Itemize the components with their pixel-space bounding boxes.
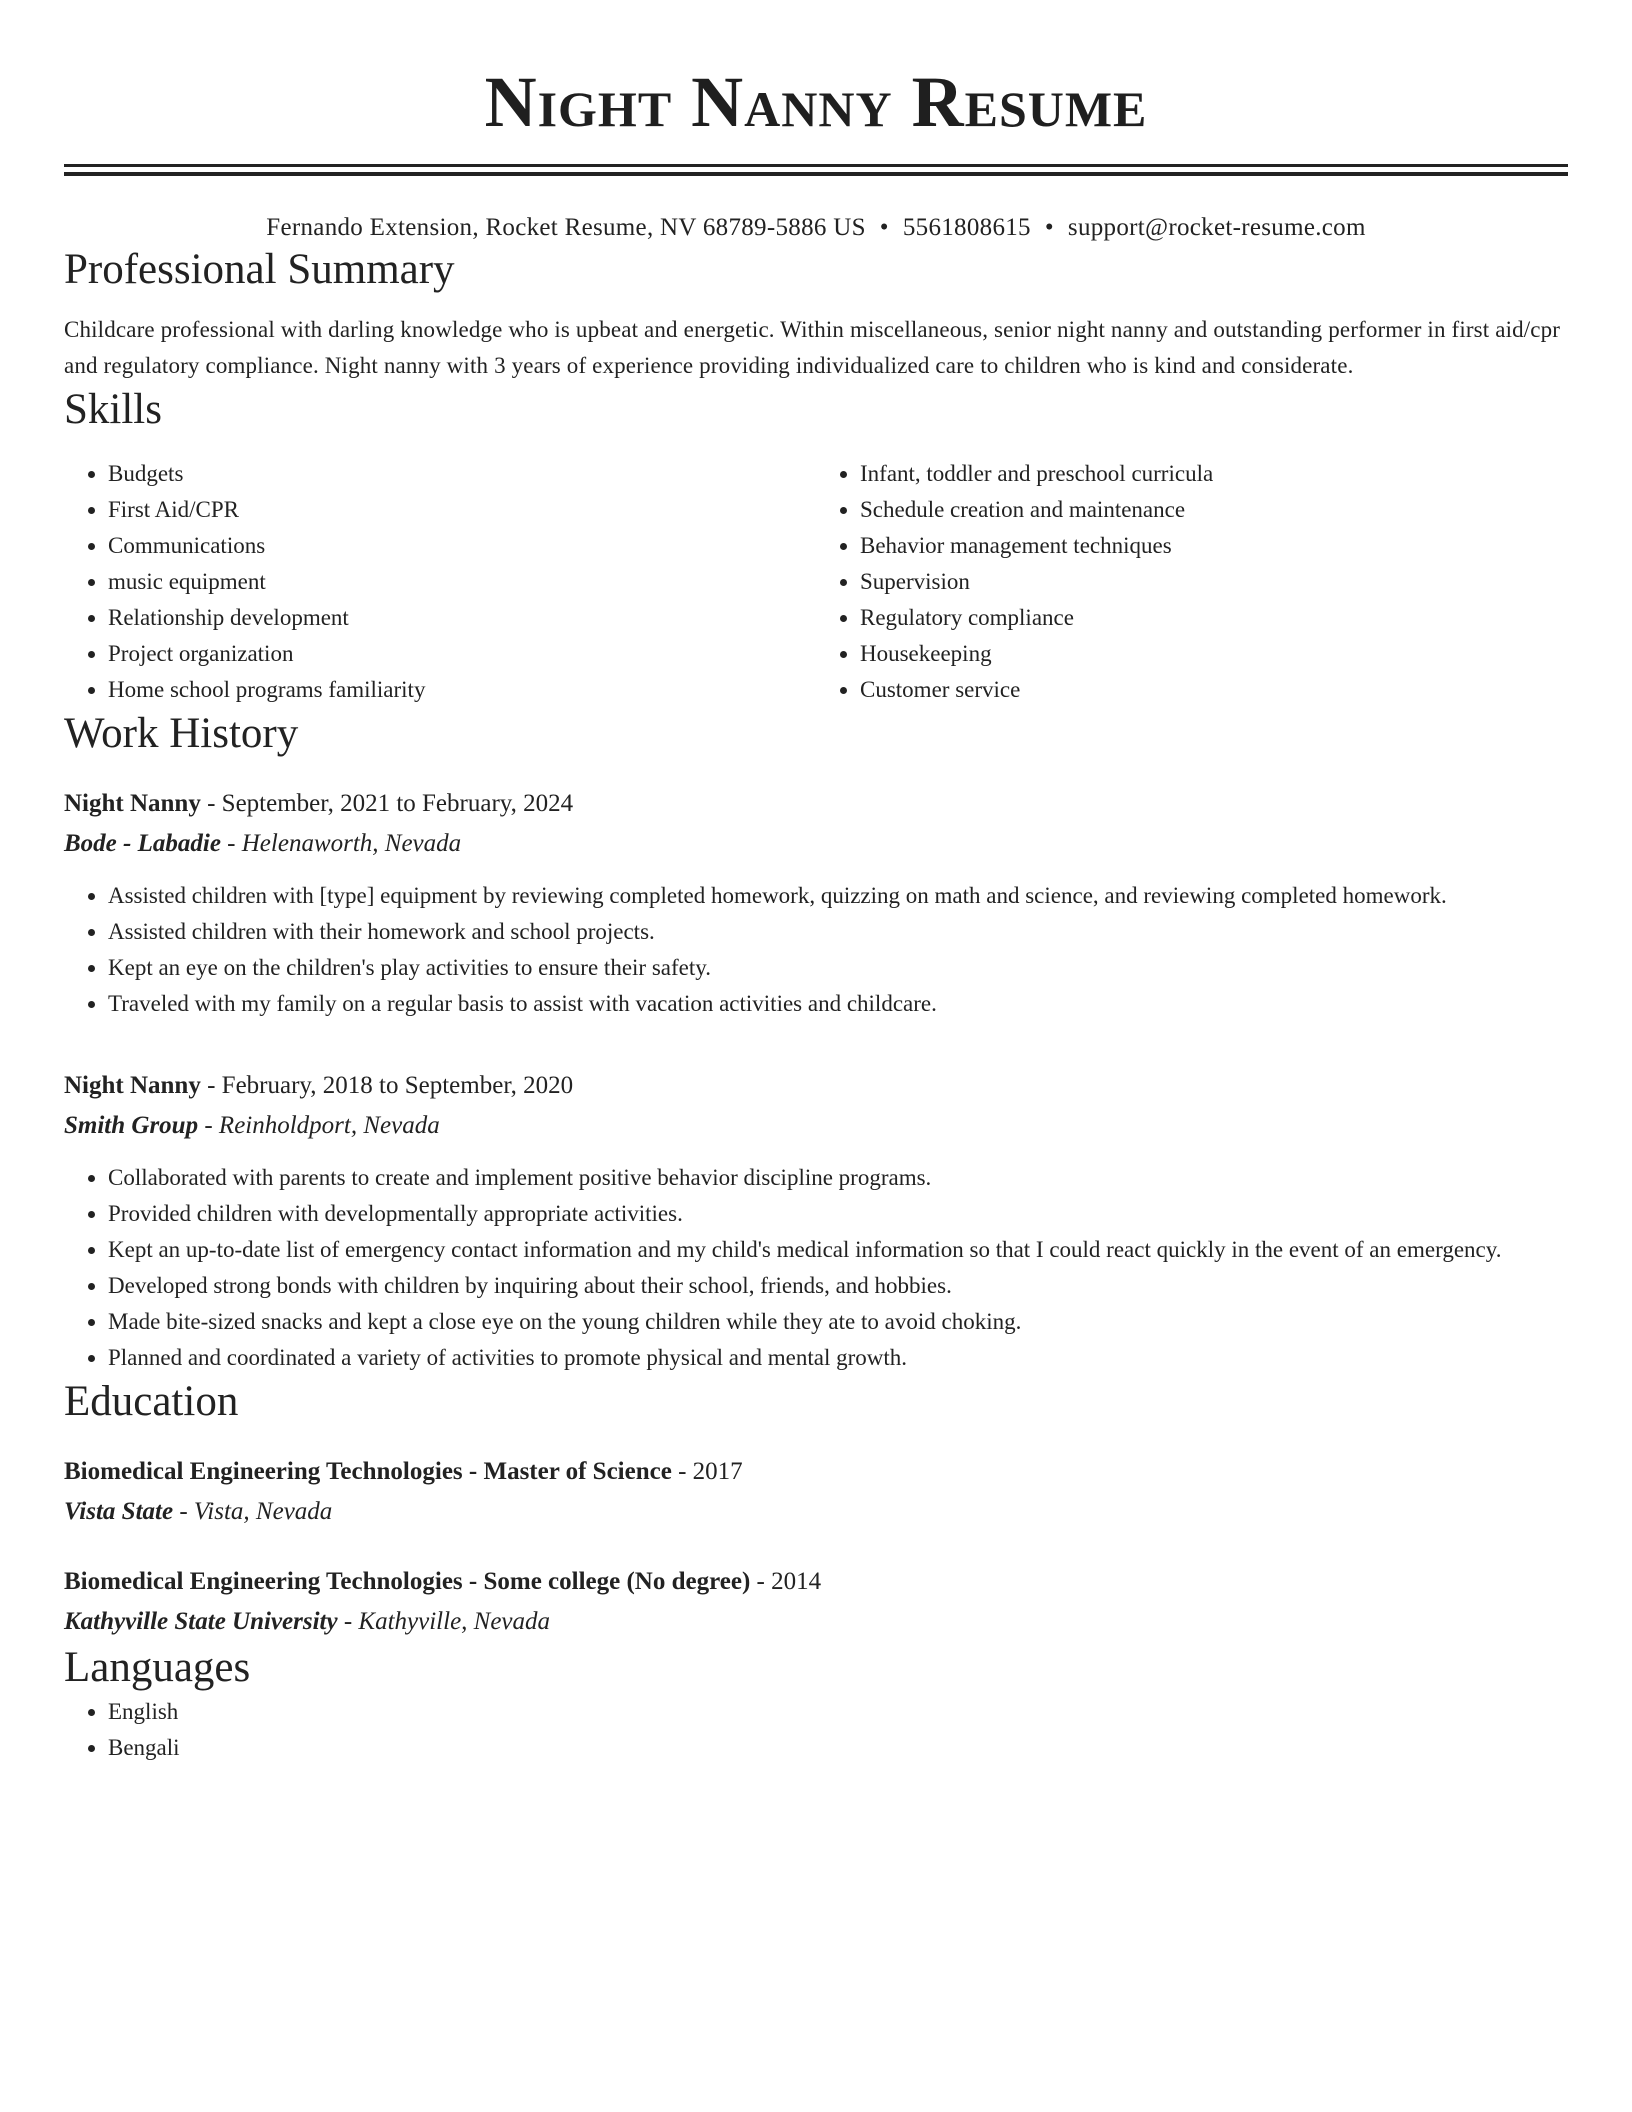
- skills-columns: [64, 456, 1568, 708]
- job-bullets: [64, 878, 1568, 1022]
- contact-address: Fernando Extension, Rocket Resume, NV 68789-5886 US: [266, 214, 866, 241]
- school-name: Kathyville State University: [64, 1608, 338, 1635]
- job-bullet: • Traveled with my family on a regular basis to assist with vacation activities and childcare.: [108, 986, 1568, 1022]
- skills-list-left: [64, 456, 816, 708]
- school-name: Vista State: [64, 1498, 174, 1525]
- skill-item: • Schedule creation and maintenance: [860, 492, 1568, 528]
- degree: Biomedical Engineering Technologies - Master of Science: [64, 1458, 672, 1485]
- job-title-line: [64, 784, 1568, 824]
- header-divider-top: [64, 164, 1568, 167]
- school-line: [64, 1602, 1568, 1642]
- graduation-year: - 2017: [671, 1458, 743, 1485]
- languages-list: [64, 1694, 1568, 1766]
- job-title: Night Nanny: [64, 790, 201, 817]
- header-divider-bottom: [64, 172, 1568, 176]
- job-bullet: • Made bite-sized snacks and kept a close eye on the young children while they ate to avoid choking.: [108, 1304, 1568, 1340]
- page-title: Night Nanny Resume: [484, 62, 1148, 142]
- school-location: - Kathyville, Nevada: [337, 1608, 551, 1635]
- contact-email: support@rocket-resume.com: [1067, 214, 1366, 241]
- employer-location: - Helenaworth, Nevada: [220, 830, 462, 857]
- job-entry: [64, 1066, 1568, 1376]
- skill-item: • Home school programs familiarity: [108, 672, 816, 708]
- summary-text: Childcare professional with darling knowledge who is upbeat and energetic. Within miscellaneous, senior night nanny and outstanding performer in first aid/cpr and regulatory compliance. Night nanny with 3 years of experience providing individualized care to children who is kind and considerate.: [64, 317, 1561, 378]
- skill-item: • First Aid/CPR: [108, 492, 816, 528]
- degree: Biomedical Engineering Technologies - Some college (No degree): [64, 1568, 751, 1595]
- contact-separator: •: [1044, 214, 1054, 241]
- skill-item: • music equipment: [108, 564, 816, 600]
- skill-item: • Budgets: [108, 456, 816, 492]
- school-location: - Vista, Nevada: [173, 1498, 333, 1525]
- job-bullet: • Collaborated with parents to create and implement positive behavior discipline programs.: [108, 1160, 1568, 1196]
- section-heading-education: Education: [64, 1378, 239, 1425]
- skill-item: • Communications: [108, 528, 816, 564]
- section-heading-summary: Professional Summary: [64, 246, 455, 293]
- skill-item: • Regulatory compliance: [860, 600, 1568, 636]
- skill-item: • Behavior management techniques: [860, 528, 1568, 564]
- contact-phone: 5561808615: [902, 214, 1031, 241]
- degree-line: [64, 1452, 1568, 1492]
- job-bullets: [64, 1160, 1568, 1376]
- job-bullet: • Planned and coordinated a variety of activities to promote physical and mental growth.: [108, 1340, 1568, 1376]
- skill-item: • Infant, toddler and preschool curricula: [860, 456, 1568, 492]
- job-bullet: • Assisted children with their homework and school projects.: [108, 914, 1568, 950]
- language-item: • English: [108, 1694, 1568, 1730]
- job-title: Night Nanny: [64, 1072, 201, 1099]
- employer-line: [64, 1106, 1568, 1146]
- contact-separator: •: [879, 214, 889, 241]
- job-dates: - September, 2021 to February, 2024: [200, 790, 574, 817]
- employer-name: Bode - Labadie: [64, 830, 221, 857]
- job-dates: - February, 2018 to September, 2020: [200, 1072, 574, 1099]
- job-title-line: [64, 1066, 1568, 1106]
- skill-item: • Customer service: [860, 672, 1568, 708]
- section-heading-work-history: Work History: [64, 710, 299, 757]
- job-bullet: • Kept an eye on the children's play activities to ensure their safety.: [108, 950, 1568, 986]
- skill-item: • Project organization: [108, 636, 816, 672]
- contact-line: [64, 212, 1568, 244]
- degree-line: [64, 1562, 1568, 1602]
- job-entry: [64, 784, 1568, 1022]
- skill-item: • Supervision: [860, 564, 1568, 600]
- job-bullet: • Developed strong bonds with children by inquiring about their school, friends, and hobbies.: [108, 1268, 1568, 1304]
- skill-item: • Relationship development: [108, 600, 816, 636]
- employer-location: - Reinholdport, Nevada: [198, 1112, 440, 1139]
- language-item: • Bengali: [108, 1730, 1568, 1766]
- skills-list-right: [816, 456, 1568, 708]
- school-line: [64, 1492, 1568, 1532]
- job-bullet: • Assisted children with [type] equipment by reviewing completed homework, quizzing on math and science, and reviewing completed homework.: [108, 878, 1568, 914]
- section-heading-skills: Skills: [64, 386, 162, 433]
- education-entry: [64, 1452, 1568, 1532]
- employer-line: [64, 824, 1568, 864]
- section-heading-languages: Languages: [64, 1644, 251, 1691]
- job-bullet: • Kept an up-to-date list of emergency contact information and my child's medical information so that I could react quickly in the event of an emergency.: [108, 1232, 1568, 1268]
- job-bullet: • Provided children with developmentally appropriate activities.: [108, 1196, 1568, 1232]
- employer-name: Smith Group: [64, 1112, 199, 1139]
- graduation-year: - 2014: [750, 1568, 822, 1595]
- skill-item: • Housekeeping: [860, 636, 1568, 672]
- education-entry: [64, 1562, 1568, 1642]
